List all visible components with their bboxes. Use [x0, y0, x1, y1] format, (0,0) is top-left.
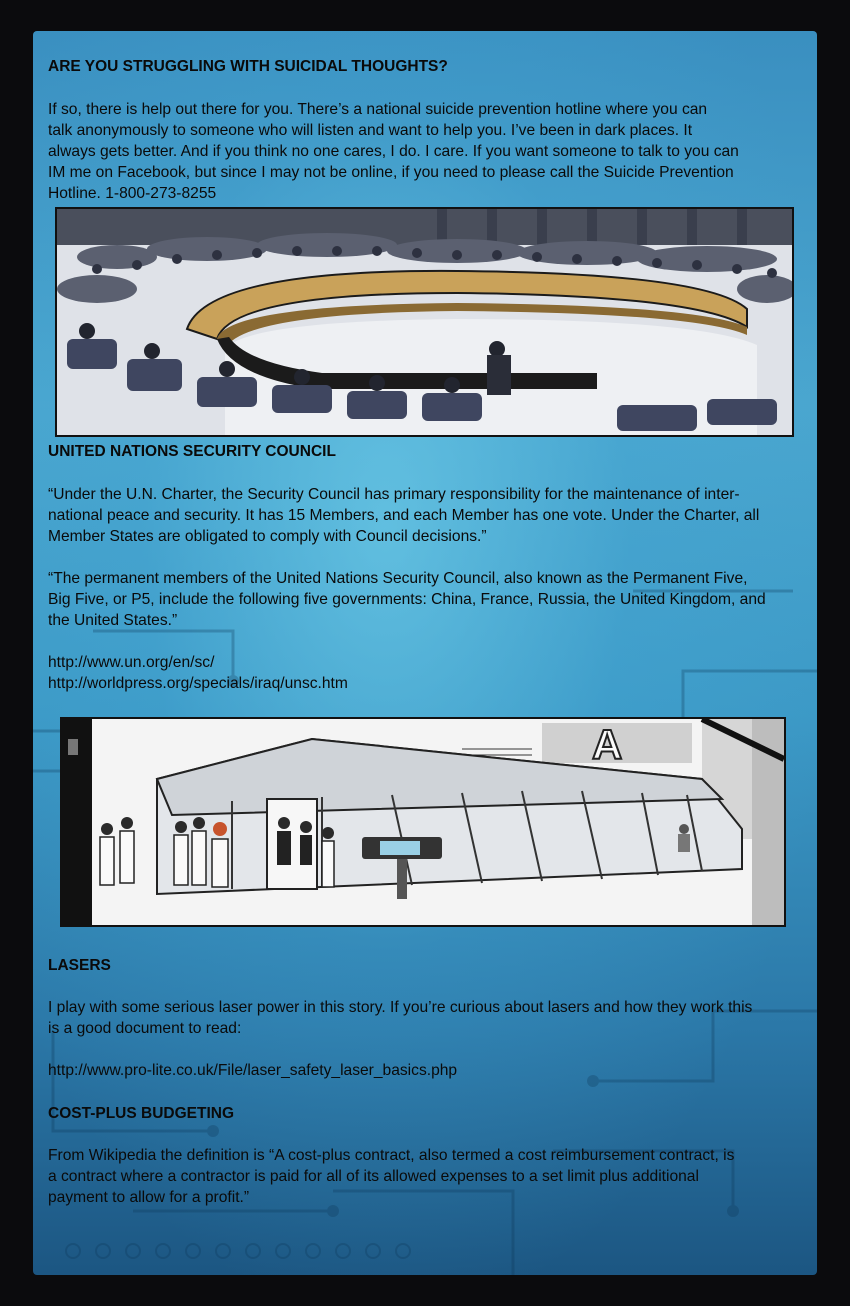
suicide-line-1: If so, there is help out there for you. There’s a national suicide prevention hotline where you can [48, 101, 708, 118]
costplus-line-2: a contract where a contractor is paid for all of its allowed expenses to a set limit plus additional [48, 1168, 699, 1185]
lasers-link[interactable]: http://www.pro-lite.co.uk/File/laser_safety_laser_basics.php [48, 1062, 458, 1079]
lasers-line-2: is a good document to read: [48, 1020, 242, 1037]
unsc-p1-line-2: national peace and security. It has 15 Members, and each Member has one vote. Under the Charter, all [48, 507, 760, 524]
suicide-hotline-line: Hotline. 1-800-273-8255 [48, 185, 217, 202]
suicide-line-3: always gets better. And if you think no one cares, I do. I care. If you want someone to talk to you can [48, 143, 739, 160]
laboratory-illustration [60, 717, 786, 927]
lasers-heading: LASERS [48, 957, 111, 974]
laboratory-drawing [62, 719, 784, 925]
unsc-p1-line-3: Member States are obligated to comply with Council decisions.” [48, 528, 487, 545]
suicide-line-2: talk anonymously to someone who will listen and want to help you. I’ve been in dark places. It [48, 122, 693, 139]
unsc-heading: UNITED NATIONS SECURITY COUNCIL [48, 443, 336, 460]
costplus-line-3: payment to allow for a profit.” [48, 1189, 250, 1206]
costplus-line-1: From Wikipedia the definition is “A cost-plus contract, also termed a cost reimbursement contract, is [48, 1147, 735, 1164]
unsc-p1-line-1: “Under the U.N. Charter, the Security Council has primary responsibility for the maintenance of inter- [48, 486, 740, 503]
security-council-illustration [55, 207, 794, 437]
unsc-link-2[interactable]: http://worldpress.org/specials/iraq/unsc.htm [48, 675, 348, 692]
suicide-heading: ARE YOU STRUGGLING WITH SUICIDAL THOUGHTS? [48, 58, 448, 75]
wall-letter-a: A [592, 721, 623, 768]
costplus-heading: COST-PLUS BUDGETING [48, 1105, 235, 1122]
unsc-link-1[interactable]: http://www.un.org/en/sc/ [48, 654, 215, 671]
lasers-line-1: I play with some serious laser power in this story. If you’re curious about lasers and how they work this [48, 999, 753, 1016]
info-page [33, 31, 817, 1275]
unsc-p2-line-2: Big Five, or P5, include the following five governments: China, France, Russia, the United Kingdom, and [48, 591, 766, 608]
unsc-p2-line-3: the United States.” [48, 612, 178, 629]
suicide-line-4: IM me on Facebook, but since I may not be online, if you need to please call the Suicide Prevention [48, 164, 734, 181]
unsc-p2-line-1: “The permanent members of the United Nations Security Council, also known as the Permanent Five, [48, 570, 748, 587]
council-chamber-drawing [57, 209, 792, 435]
